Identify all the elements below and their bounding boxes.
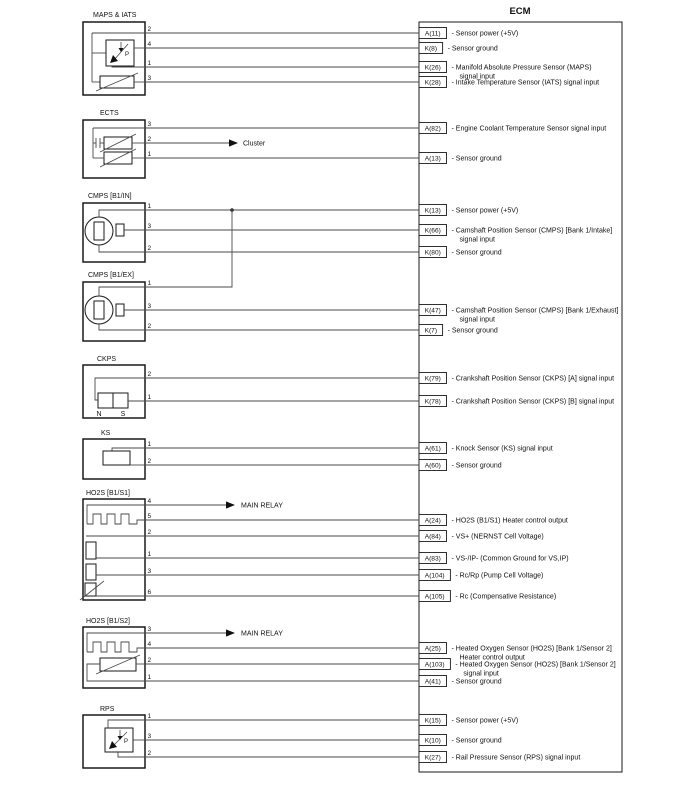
connector-label: CMPS [B1/EX] (88, 272, 134, 279)
ecm-pin-id: K(79) (424, 375, 441, 383)
ecm-pin-id: K(26) (424, 64, 441, 72)
ecm-pin-desc: - Sensor ground (451, 249, 502, 257)
pin-number: 3 (147, 626, 152, 633)
pin-3 (145, 733, 419, 740)
pin-number: 2 (147, 750, 152, 757)
connector-ects (83, 110, 419, 178)
ecm-pin-desc-line2: signal input (459, 73, 495, 81)
ecm-pin-id: K(10) (424, 737, 441, 745)
pin-5 (145, 513, 419, 520)
pin-2 (145, 26, 419, 33)
ecm-pin-id: A(11) (424, 30, 441, 38)
ecm-pin-id: K(7) (424, 327, 438, 335)
ecm-pin-desc: - Sensor ground (451, 678, 502, 686)
ecm-pin-desc: - Heated Oxygen Sensor (HO2S) [Bank 1/Sensor 2] (451, 645, 612, 653)
connector-label: KS (101, 430, 111, 437)
magnetic-pickup-icon (98, 393, 113, 408)
pin-3 (145, 568, 419, 575)
ecm-pin-id: A(41) (424, 678, 441, 686)
pin-2 (145, 371, 419, 378)
connector-ks (83, 430, 419, 479)
pin-number: 2 (147, 26, 152, 33)
pin-number: 3 (147, 733, 152, 740)
pin-2 (145, 323, 419, 330)
pin-number: 2 (147, 245, 152, 252)
hall-element (94, 301, 104, 319)
piezo-element-icon (103, 451, 130, 465)
pin-number: 2 (147, 529, 152, 536)
ecm-pin-desc: - VS-/IP- (Common Ground for VS,IP) (451, 555, 569, 563)
cell-icon (86, 564, 96, 580)
ecm-pin-id: A(104) (424, 572, 445, 580)
pin-number: 2 (147, 323, 152, 330)
ecm-pin-id: A(105) (424, 593, 445, 601)
connector-ckps (83, 356, 419, 418)
pin-3 (145, 223, 419, 230)
ecm-pin-id: K(80) (424, 249, 441, 257)
ecm-pin-id: K(27) (424, 754, 441, 762)
pin-1 (145, 208, 234, 287)
ecm-pin-desc: - Manifold Absolute Pressure Sensor (MAPS) (451, 64, 592, 72)
pin-4 (145, 498, 283, 510)
ecm-pin-desc-line2: signal input (459, 316, 495, 324)
external-label-cluster: Cluster (243, 140, 266, 148)
pin-number: 1 (147, 60, 152, 67)
connector-ho2s-b1-s1 (80, 490, 419, 600)
connector-cmps-b1-in (83, 193, 419, 262)
ecm-pin-id: A(84) (424, 533, 441, 541)
ecm-pin-desc-line2: Heater control output (459, 654, 525, 662)
pin-2 (145, 458, 419, 465)
pin-number: 4 (147, 641, 152, 648)
pin-2 (145, 245, 419, 252)
ecm-pin-desc: - Sensor ground (447, 327, 498, 335)
pin-number: 2 (147, 136, 152, 143)
ecm-pin-desc: - Rc (Compensative Resistance) (455, 593, 557, 601)
connector-label: RPS (100, 706, 115, 713)
external-label-main-relay: MAIN RELAY (241, 630, 283, 638)
connector-label: HO2S [B1/S2] (86, 618, 130, 625)
ecm-pin-desc: - Rc/Rp (Pump Cell Voltage) (455, 572, 544, 580)
ecm-pin-desc: - Knock Sensor (KS) signal input (451, 445, 553, 453)
cell-icon (86, 542, 96, 559)
ecm-pin-id: K(15) (424, 717, 441, 725)
pin-2 (145, 529, 419, 536)
ecm-pin-desc: - Crankshaft Position Sensor (CKPS) [B] signal input (451, 398, 615, 406)
ecm-pin-desc: - Sensor ground (451, 155, 502, 163)
pin-number: 1 (147, 551, 152, 558)
ecm-pin-desc: - Rail Pressure Sensor (RPS) signal input (451, 754, 581, 762)
pin-number: 1 (147, 394, 152, 401)
ecm-pin-desc: - Sensor power (+5V) (451, 717, 519, 725)
pin-number: 5 (147, 513, 152, 520)
ecm-pin-id: K(13) (424, 207, 441, 215)
connector-label: ECTS (100, 110, 119, 117)
pin-2 (145, 136, 266, 148)
pin-number: 1 (147, 203, 152, 210)
hall-element (94, 222, 104, 240)
connector-ho2s-b1-s2 (83, 618, 419, 688)
ecm-pin-id: A(61) (424, 445, 441, 453)
ecm-pin-desc: - Sensor power (+5V) (451, 207, 519, 215)
pin-number: 2 (147, 657, 152, 664)
connector-label: HO2S [B1/S1] (86, 490, 130, 497)
ecm-pin-desc: - Intake Temperature Sensor (IATS) signal input (451, 79, 600, 87)
connector-outline (83, 365, 145, 418)
pressure-label: P (124, 52, 130, 58)
ecm-pin-id: A(24) (424, 517, 441, 525)
pin-1 (145, 713, 419, 720)
magnetic-pickup-icon (113, 393, 128, 408)
arrow-icon (229, 139, 238, 146)
ecm-pin-desc: - Heated Oxygen Sensor (HO2S) [Bank 1/Sensor 2] (455, 661, 616, 669)
ecm-pin-desc-line2: signal input (459, 236, 495, 244)
pin-4 (145, 641, 419, 648)
ecm-pin-id: A(83) (424, 555, 441, 563)
pin-number: 1 (147, 441, 152, 448)
pin-number: 6 (147, 589, 152, 596)
pin-number: 2 (147, 371, 152, 378)
ecm-pin-id: K(28) (424, 79, 441, 87)
pin-1 (145, 551, 419, 558)
pin-1 (145, 203, 419, 210)
ecm-pin-desc: - Sensor power (+5V) (451, 30, 519, 38)
connector-maps-iats (83, 12, 419, 95)
pin-number: 3 (147, 303, 152, 310)
pin-3 (145, 75, 419, 82)
pole-label-n: N (96, 411, 102, 418)
ecm-pin-desc: - Sensor ground (447, 45, 498, 53)
pin-3 (145, 121, 419, 128)
ecm-pin-id: K(8) (424, 45, 438, 53)
pin-1 (145, 151, 419, 158)
pin-number: 1 (147, 151, 152, 158)
connector-rps (83, 706, 419, 768)
ecm-pin-desc: - VS+ (NERNST Cell Voltage) (451, 533, 544, 541)
pin-4 (145, 41, 419, 48)
hall-output (116, 224, 124, 236)
pole-label-s: S (120, 411, 126, 418)
ecm-pin-id: K(47) (424, 307, 441, 315)
connector-label: MAPS & IATS (93, 12, 137, 19)
pin-2 (145, 657, 419, 664)
pin-1 (145, 674, 419, 681)
arrow-icon (226, 629, 235, 636)
pin-number: 1 (147, 674, 152, 681)
pin-number: 1 (147, 713, 152, 720)
connector-label: CKPS (97, 356, 117, 363)
ecm-pin-desc: - Camshaft Position Sensor (CMPS) [Bank 1/Exhaust] (451, 307, 619, 315)
pin-3 (145, 303, 419, 310)
connector-label: CMPS [B1/IN] (88, 193, 132, 200)
ecm-pin-id: A(60) (424, 462, 441, 470)
pin-number: 3 (147, 121, 152, 128)
ecm-pin-id: K(66) (424, 227, 441, 235)
ecm-pin-desc: - Engine Coolant Temperature Sensor signal input (451, 125, 607, 133)
ecm-pin-id: A(25) (424, 645, 441, 653)
junction-dot (230, 208, 234, 212)
ecm-pin-desc: - Camshaft Position Sensor (CMPS) [Bank 1/Intake] (451, 227, 613, 235)
pin-number: 3 (147, 223, 152, 230)
trim-resistor-icon (85, 583, 96, 596)
pin-number: 4 (147, 498, 152, 505)
ecm-pin-desc-line2: signal input (463, 670, 499, 678)
pin-6 (145, 589, 419, 596)
ecm-pin-desc: - Sensor ground (451, 462, 502, 470)
external-label-main-relay: MAIN RELAY (241, 502, 283, 510)
arrow-icon (226, 501, 235, 508)
pin-number: 4 (147, 41, 152, 48)
ecm-pin-desc: - HO2S (B1/S1) Heater control output (451, 517, 568, 525)
ecm-pin-id: A(103) (424, 661, 445, 669)
ecm-pin-id: K(78) (424, 398, 441, 406)
ecm-pin-desc: - Crankshaft Position Sensor (CKPS) [A] signal input (451, 375, 615, 383)
pin-number: 1 (147, 280, 152, 287)
pin-number: 3 (147, 75, 152, 82)
pin-3 (145, 626, 283, 638)
pressure-label: P (123, 739, 129, 745)
ecm-pin-id: A(82) (424, 125, 441, 133)
ecm-title: ECM (509, 6, 531, 17)
ecm-pin-id: A(13) (424, 155, 441, 163)
pin-number: 2 (147, 458, 152, 465)
pin-number: 3 (147, 568, 152, 575)
hall-output (116, 304, 124, 316)
pin-1 (145, 394, 419, 401)
ecm-pin-desc: - Sensor ground (451, 737, 502, 745)
pin-1 (145, 60, 419, 67)
pin-1 (145, 441, 419, 448)
pin-2 (145, 750, 419, 757)
